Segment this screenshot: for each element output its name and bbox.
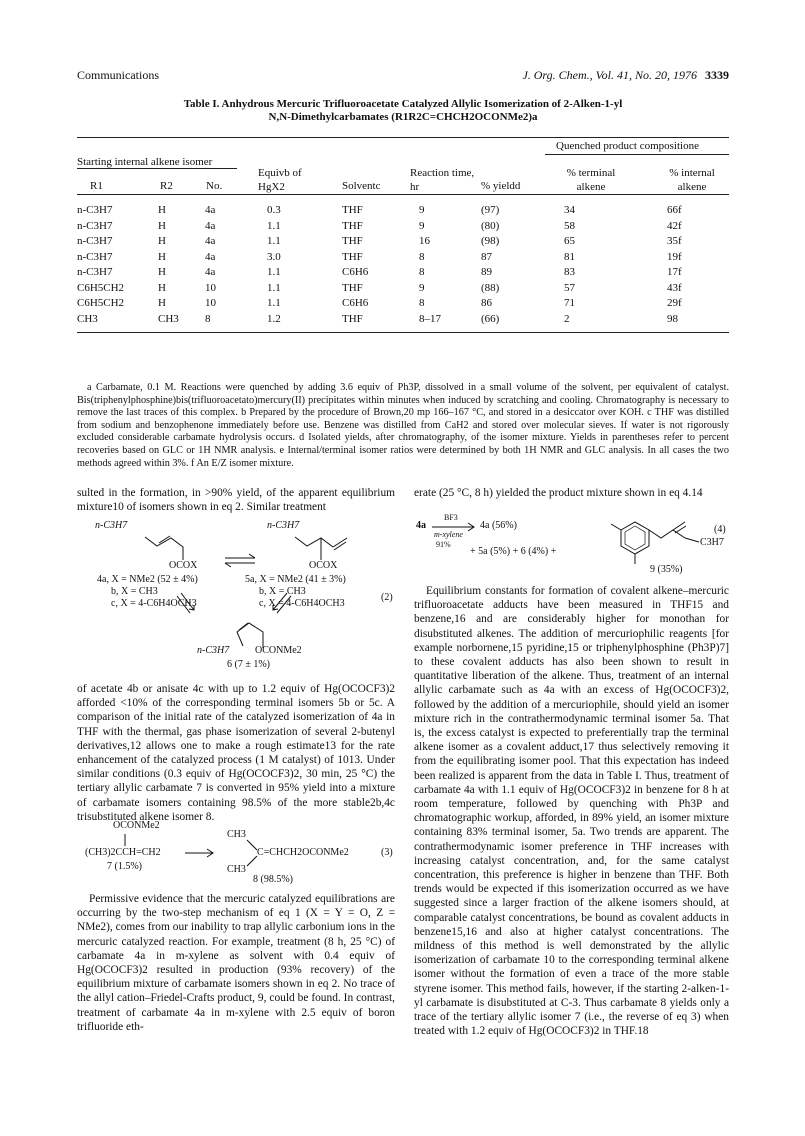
label-5b: b, X = CH3 bbox=[259, 586, 306, 597]
left-col-para-3 bbox=[77, 892, 395, 1034]
right-col-para-2 bbox=[414, 584, 729, 1039]
table-cell: THF bbox=[342, 281, 363, 294]
table-cell: 35f bbox=[667, 235, 682, 247]
eq4-solvent: m-xylene bbox=[434, 530, 463, 539]
table-cell: n-C3H7 bbox=[77, 219, 113, 232]
eq3-ch3-bottom: CH3 bbox=[227, 864, 246, 875]
table-cell: n-C3H7 bbox=[77, 250, 113, 263]
label-4c: c, X = 4-C6H4OCH3 bbox=[111, 598, 197, 609]
table-cell: CH3 bbox=[158, 312, 179, 325]
col-header-r1: R1 bbox=[90, 180, 103, 192]
table-cell: 98 bbox=[667, 312, 678, 325]
eq4-products: + 5a (5%) + 6 (4%) + bbox=[470, 546, 557, 557]
col-header-no: No. bbox=[206, 180, 223, 192]
eq4-reactant: 4a bbox=[416, 520, 426, 531]
label-6: 6 (7 ± 1%) bbox=[227, 659, 270, 670]
table-cell: 19f bbox=[667, 250, 682, 263]
table-cell: 29f bbox=[667, 297, 682, 309]
table-cell: 8 bbox=[419, 250, 425, 263]
left-col-para-1 bbox=[77, 486, 395, 514]
col-header-internal: % internal alkene bbox=[669, 167, 715, 193]
equation-4-scheme bbox=[414, 513, 729, 578]
table-cell: 0.3 bbox=[267, 204, 281, 216]
table-cell: 34 bbox=[564, 204, 575, 216]
table-cell: H bbox=[158, 235, 166, 247]
table-cell: 43f bbox=[667, 281, 682, 294]
table-cell: H bbox=[158, 266, 166, 278]
table-cell: 10 bbox=[205, 297, 216, 309]
eq2-number: (2) bbox=[381, 592, 393, 603]
table-cell: 10 bbox=[205, 281, 216, 294]
equation-2-scheme bbox=[77, 520, 395, 672]
table-cell: 9 bbox=[419, 219, 425, 232]
label-4b: b, X = CH3 bbox=[111, 586, 158, 597]
right-para-1-text: erate (25 °C, 8 h) yielded the product mixture shown in eq 4.14 bbox=[414, 487, 703, 499]
table-cell: 17f bbox=[667, 266, 682, 278]
page-number: 3339 bbox=[705, 68, 729, 82]
col-header-time: Reaction time, hr bbox=[410, 167, 475, 193]
table-cell: 3.0 bbox=[267, 250, 281, 263]
table-caption-line2: N,N-Dimethylcarbamates (R1R2C=CHCH2OCONMe2)a bbox=[268, 111, 538, 123]
table-top-rule bbox=[77, 137, 729, 138]
left-para-1-text: sulted in the formation, in >90% yield, of the apparent equilibrium mixture10 of isomers shown in eq 2. Similar treatment bbox=[77, 487, 395, 514]
table-cell: 2 bbox=[564, 312, 570, 325]
journal-citation: J. Org. Chem., Vol. 41, No. 20, 1976 bbox=[522, 68, 697, 82]
eq3-ch3-top: CH3 bbox=[227, 829, 246, 840]
footnote-text: a Carbamate, 0.1 M. Reactions were quenched by adding 3.6 equiv of Ph3P, dissolved in a small volume of the solvent, per equivalent of catalyst. Bis(triphenylphosphine)bis(trifluoroacetato)mercury(II) precipitates within minutes when induced by scratching and cooling. Chromatography is necessary to remove the last traces of this complex. b Prepared by the procedure of Brown,20 mp 166–167 °C, and stored in a desiccator over KOH. c THF was distilled from sodium and benzophenone immediately before use. Benzene was distilled from CaH2 and stored over molecular sieves. If water is not rigorously excluded considerable carbamate hydrolysis occurs. d Isolated yields, after chromatography, of the isomer mixture. Yields in parentheses refer to percent recoveries based on GLC or 1H NMR analysis. e Internal/terminal isomer ratios were determined by both 1H NMR and GLC analysis. In all cases the two methods agreed within 3%. f An E/Z isomer mixture. bbox=[77, 382, 729, 469]
eq3-carbamate-top: OCONMe2 bbox=[113, 820, 160, 831]
table-bottom-rule bbox=[77, 332, 729, 333]
eq3-reactant: (CH3)2CCH=CH2 bbox=[85, 847, 161, 858]
table-footnotes bbox=[77, 382, 729, 470]
table-cell: 8 bbox=[419, 297, 425, 309]
running-header-section: Communications bbox=[77, 68, 159, 82]
table-cell: 8–17 bbox=[419, 312, 441, 325]
eq2-right-ocox: OCOX bbox=[309, 560, 338, 571]
right-col-para-1 bbox=[414, 486, 729, 500]
table-cell: 58 bbox=[564, 219, 575, 232]
left-para-3-text: Permissive evidence that the mercuric catalyzed equilibrations are occurring by the two-step mechanism of eq 1 (X = Y = O, Z = NMe2), comes from our inability to trap allylic carbonium ions in the mercuric catalyzed reaction. For example, treatment (8 h, 25 °C) of carbamate 4a in m-xylene as solvent with 0.4 equiv of Hg(OCOCF3)2 resulted in production (93% recovery) of the equilibrium mixture of carbamate isomers shown in eq 2. No trace of the allyl cation–Friedel-Crafts product, 9, could be found. In contrast, treatment of carbamate 4a in m-xylene with 2.5 equiv of boron trifluoride eth- bbox=[77, 893, 395, 1033]
running-header-citation bbox=[522, 68, 729, 83]
table-cell: H bbox=[158, 219, 166, 232]
table-cell: 1.1 bbox=[267, 235, 281, 247]
table-cell: THF bbox=[342, 219, 363, 232]
table-cell: THF bbox=[342, 250, 363, 263]
table-cell: C6H6 bbox=[342, 266, 369, 278]
table-cell: CH3 bbox=[77, 312, 98, 325]
table-body bbox=[77, 204, 729, 330]
table-cell: 4a bbox=[205, 204, 216, 216]
table-cell: 81 bbox=[564, 250, 575, 263]
eq2-left-ocox: OCOX bbox=[169, 560, 198, 571]
table-cell: 89 bbox=[481, 266, 492, 278]
eq2-bottom-propyl: n-C3H7 bbox=[197, 645, 230, 656]
table-cell: 83 bbox=[564, 266, 575, 278]
group-rule-quench bbox=[545, 154, 729, 155]
equation-3-scheme bbox=[77, 820, 395, 884]
col-header-equiv: Equivb of HgX2 bbox=[258, 167, 302, 193]
left-para-2-text: of acetate 4b or anisate 4c with up to 1.2 equiv of Hg(OCOCF3)2 afforded <10% of the corresponding terminal isomers 5b or 5c. A comparison of the initial rate of the catalyzed isomerization of 4a in THF with the thermal, gas phase isomerization of several 2-butenyl derivatives,12 allows one to make a rough estimate13 for the rate enhancement of the catalyzed process (1 M catalyst) of 1013. Under similar conditions (0.3 equiv of Hg(OCOCF3)2, 30 min, 25 °C) the tertiary allylic carbamate 7 is converted in 95% yield into a mixture of carbamate isomers containing 98.5% of the more stable2b,4c trisubstituted alkene isomer 8. bbox=[77, 683, 395, 823]
label-9: 9 (35%) bbox=[650, 564, 683, 575]
table-cell: 8 bbox=[419, 266, 425, 278]
table-cell: THF bbox=[342, 235, 363, 247]
table-cell: 42f bbox=[667, 219, 682, 232]
table-cell: 71 bbox=[564, 297, 575, 309]
table-cell: 86 bbox=[481, 297, 492, 309]
table-cell: 65 bbox=[564, 235, 575, 247]
table-cell: 1.1 bbox=[267, 297, 281, 309]
col-header-solvent: Solventc bbox=[342, 180, 381, 192]
table-cell: C6H5CH2 bbox=[77, 281, 125, 294]
table-cell: THF bbox=[342, 204, 363, 216]
col-header-yield: % yieldd bbox=[481, 180, 521, 192]
table-cell: 1.1 bbox=[267, 219, 281, 232]
table-cell: (98) bbox=[481, 235, 500, 247]
table-cell: H bbox=[158, 297, 166, 309]
table-cell: 9 bbox=[419, 204, 425, 216]
eq2-left-substituent: n-C3H7 bbox=[95, 520, 128, 531]
table-cell: (88) bbox=[481, 281, 500, 294]
table-cell: H bbox=[158, 250, 166, 263]
table-cell: (66) bbox=[481, 312, 500, 325]
table-cell: 1.1 bbox=[267, 281, 281, 294]
table-cell: n-C3H7 bbox=[77, 266, 113, 278]
eq2-right-substituent: n-C3H7 bbox=[267, 520, 300, 531]
table-cell: 4a bbox=[205, 266, 216, 278]
table-caption bbox=[77, 98, 729, 124]
group-rule-start bbox=[77, 168, 237, 169]
label-4a: 4a, X = NMe2 (52 ± 4%) bbox=[97, 574, 198, 585]
eq3-number: (3) bbox=[381, 847, 393, 858]
table-cell: n-C3H7 bbox=[77, 235, 113, 247]
table-cell: 1.2 bbox=[267, 312, 281, 325]
table-header-rule bbox=[77, 194, 729, 195]
table-cell: 87 bbox=[481, 250, 492, 263]
eq4-propyl: C3H7 bbox=[700, 537, 724, 548]
table-cell: C6H5CH2 bbox=[77, 297, 125, 309]
eq4-reagent: BF3 bbox=[444, 513, 458, 522]
group-header-quench: Quenched product compositione bbox=[556, 140, 699, 152]
table-cell: 66f bbox=[667, 204, 682, 216]
table-cell: 9 bbox=[419, 281, 425, 294]
label-5c: c, X = 4-C6H4OCH3 bbox=[259, 598, 345, 609]
col-header-terminal: % terminal alkene bbox=[566, 167, 616, 193]
table-cell: (97) bbox=[481, 204, 500, 216]
eq4-recovery: 91% bbox=[436, 540, 451, 549]
table-cell: 16 bbox=[419, 235, 430, 247]
table-cell: 8 bbox=[205, 312, 211, 325]
label-8: 8 (98.5%) bbox=[253, 874, 293, 885]
label-7: 7 (1.5%) bbox=[107, 861, 142, 872]
table-cell: C6H6 bbox=[342, 297, 369, 309]
table-cell: (80) bbox=[481, 219, 500, 232]
table-cell: 4a bbox=[205, 235, 216, 247]
eq4-number: (4) bbox=[714, 524, 726, 535]
eq2-right-labels bbox=[245, 574, 346, 610]
right-para-2-text: Equilibrium constants for formation of covalent alkene–mercuric trifluoroacetate adducts have been measured in THF15 and benzene,16 and are considerably higher for monothan for disubstituted alkenes. The addition of mercuriophilic reagents [for example norbornene,15 pyridine,15 or triphenylphosphine (Ph3P)7] to these covalent adducts has also been shown to result in quantitative liberation of the alkene. Thus, treatment of an internal allylic carbamate such as 4a with an excess of Hg(OCOCF3)2, followed by the addition of a mercuriophile, should yield an isomer mixture rich in the contrathermodynamic terminal isomer 5a. That is, the excess catalyst is expected to preferentially trap the terminal alkene isomer as a covalent adduct,17 thus selectively removing it from the equilibrating isomer pool. That this expectation has indeed been realized is apparent from the data in Table I. Thus, treatment of carbamate 4a with 1.1 equiv of Hg(OCOCF3)2 in benzene for 8 h at room temperature, followed by quenching with Ph3P and chromatographic workup, afforded, in 89% yield, an isomer mixture containing 83% terminal isomer, 5a. Two trends are apparent. The contrathermodynamic isomer preference in THF increases with increasing catalyst concentration, and, for the same catalyst concentration, this preference is higher in benzene than THF. Both trends would be expected if this isomerization occurred as we have suggested since a larger fraction of the alkene isomers should, at comparable catalyst concentrations, be bound as covalent adducts in benzene15,16 and also at higher catalyst concentrations. The mildness of this method is well demonstrated by the allylic isomerization of carbamate 10 to the corresponding terminal alkene isomer without the formation of even a trace of the more stable styrene isomer. This method fails, however, if the starting 2-alken-1-yl carbamate is disubstituted at C-3. Thus carbamate 8 yields only a trace of the tertiary allylic isomer 7 (i.e., the reverse of eq 3) when treated with 1.2 equiv of Hg(OCOCF3)2 in THF.18 bbox=[414, 585, 729, 1038]
table-cell: 4a bbox=[205, 219, 216, 232]
eq4-product-4a: 4a (56%) bbox=[480, 520, 517, 531]
table-cell: 57 bbox=[564, 281, 575, 294]
table-cell: H bbox=[158, 204, 166, 216]
table-cell: 4a bbox=[205, 250, 216, 263]
table-cell: 1.1 bbox=[267, 266, 281, 278]
label-5a: 5a, X = NMe2 (41 ± 3%) bbox=[245, 574, 346, 585]
table-cell: THF bbox=[342, 312, 363, 325]
col-header-r2: R2 bbox=[160, 180, 173, 192]
eq3-product: C=CHCH2OCONMe2 bbox=[257, 847, 349, 858]
table-cell: n-C3H7 bbox=[77, 204, 113, 216]
group-header-start: Starting internal alkene isomer bbox=[77, 156, 213, 168]
table-caption-line1: Table I. Anhydrous Mercuric Trifluoroacetate Catalyzed Allylic Isomerization of 2-Alken-1-yl bbox=[183, 98, 623, 110]
eq2-left-labels bbox=[97, 574, 198, 610]
eq2-bottom-carbamate: OCONMe2 bbox=[255, 645, 302, 656]
table-cell: H bbox=[158, 281, 166, 294]
left-col-para-2 bbox=[77, 682, 395, 824]
